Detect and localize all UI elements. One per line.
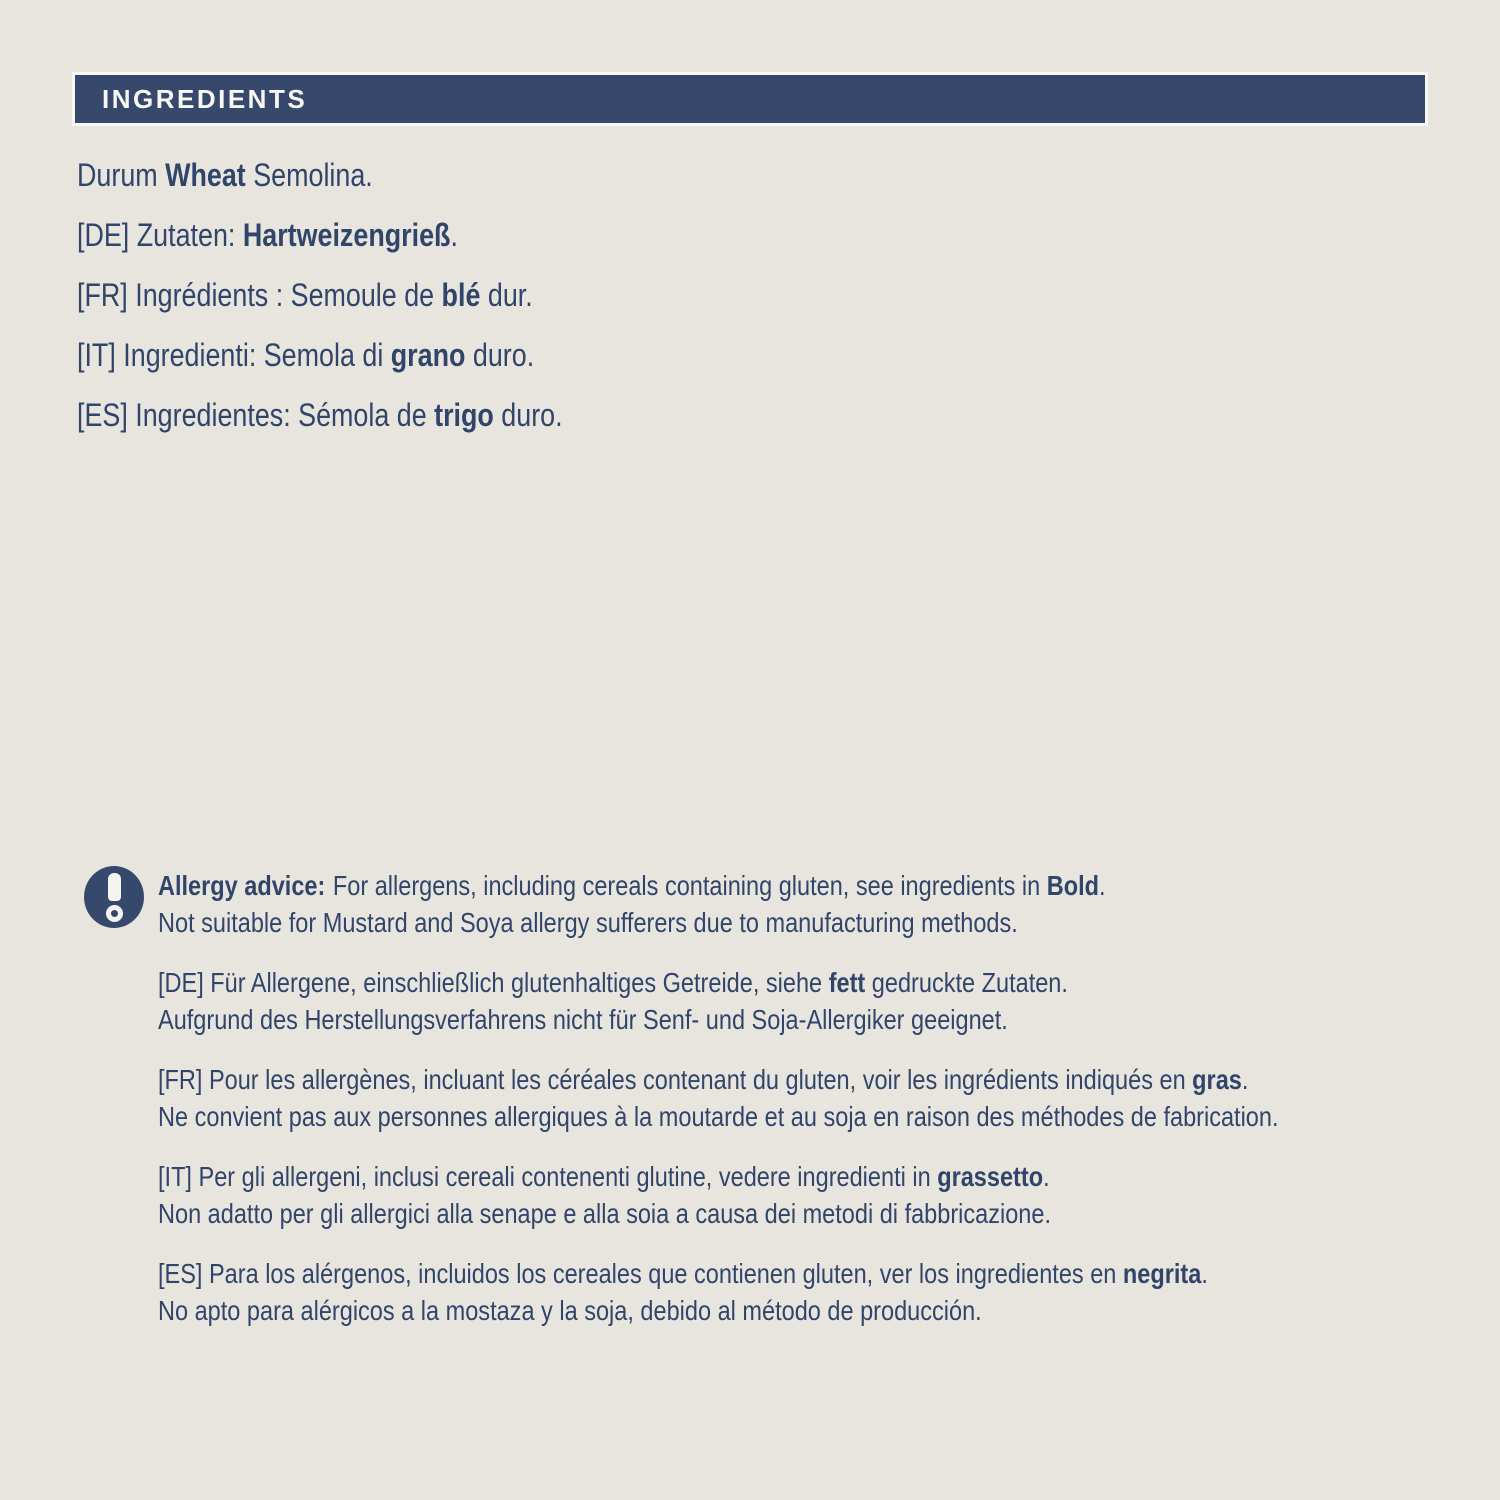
ingredients-list [77,145,655,445]
ingredient-text: . [450,217,458,253]
allergy-text: . [1241,1064,1249,1095]
allergy-line: Not suitable for Mustard and Soya allergy sufferers due to manufacturing methods. [158,907,1018,938]
allergy-paragraph-es [158,1255,1492,1329]
allergy-text-block [158,866,1492,1329]
allergy-advice-section [84,866,1440,1329]
ingredient-text: [IT] Ingredienti: Semola di [77,337,391,373]
allergy-line: Non adatto per gli allergici alla senape e alla soia a causa dei metodi di fabbricazione. [158,1198,1052,1229]
ingredient-text: dur. [480,277,533,313]
allergy-text: . [1201,1258,1208,1289]
allergy-text: . [1043,1161,1050,1192]
allergy-paragraph-fr [158,1061,1492,1135]
allergy-text: [ES] Para los alérgenos, incluidos los cereales que contienen gluten, ver los ingredientes en [158,1258,1123,1289]
ingredient-text: Semolina. [245,157,373,193]
allergy-line [158,867,1279,904]
allergy-line: Ne convient pas aux personnes allergiques à la moutarde et au soja en raison des méthodes de fabrication. [158,1101,1279,1132]
ingredient-text: [DE] Zutaten: [77,217,243,253]
ingredient-text: [ES] Ingredientes: Sémola de [77,397,435,433]
allergy-text: . [1099,870,1106,901]
ingredients-header-bar [75,75,1425,123]
allergen-bold-text: Hartweizengrieß [242,217,451,253]
allergy-text: [DE] Für Allergene, einschließlich glutenhaltiges Getreide, siehe [158,967,829,998]
ingredient-line-de [77,205,563,265]
allergy-bold-text: negrita [1122,1258,1202,1289]
allergy-paragraph-it [158,1158,1492,1232]
allergy-paragraph-de [158,964,1492,1038]
ingredient-text: Durum [77,157,166,193]
allergy-text: gedruckte Zutaten. [865,967,1068,998]
ingredient-line-en [77,145,563,205]
ingredient-line-es [77,385,563,445]
allergy-text: [FR] Pour les allergènes, incluant les céréales contenant du gluten, voir les ingrédients indiqués en [158,1064,1193,1095]
allergy-bold-text: grassetto [937,1161,1044,1192]
ingredient-text: duro. [493,397,563,433]
allergy-line [158,964,1279,1001]
exclamation-dot [106,905,123,922]
allergy-line [158,1255,1279,1292]
allergen-bold-text: blé [441,277,481,313]
allergy-bold-text: Bold [1046,870,1100,901]
allergy-paragraph-en [158,867,1492,941]
allergy-advice-label: Allergy advice: [158,870,326,901]
allergy-bold-text: fett [828,967,866,998]
exclamation-bar [108,873,121,901]
allergy-bold-text: gras [1192,1064,1242,1095]
exclamation-icon [84,866,144,928]
allergen-bold-text: Wheat [165,157,246,193]
ingredient-text: [FR] Ingrédients : Semoule de [77,277,442,313]
allergy-line [158,1158,1279,1195]
allergy-line: Aufgrund des Herstellungsverfahrens nicht für Senf- und Soja-Allergiker geeignet. [158,1004,1008,1035]
ingredient-text: duro. [465,337,535,373]
ingredient-line-it [77,325,563,385]
allergy-line [158,1061,1279,1098]
ingredients-header-title: INGREDIENTS [102,83,308,114]
allergy-text: [IT] Per gli allergeni, inclusi cereali contenenti glutine, vedere ingredienti in [158,1161,938,1192]
allergy-text: For allergens, including cereals containing gluten, see ingredients in [332,870,1047,901]
ingredient-line-fr [77,265,563,325]
allergy-line: No apto para alérgicos a la mostaza y la soja, debido al método de producción. [158,1295,982,1326]
allergen-bold-text: grano [390,337,466,373]
allergen-bold-text: trigo [434,397,494,433]
